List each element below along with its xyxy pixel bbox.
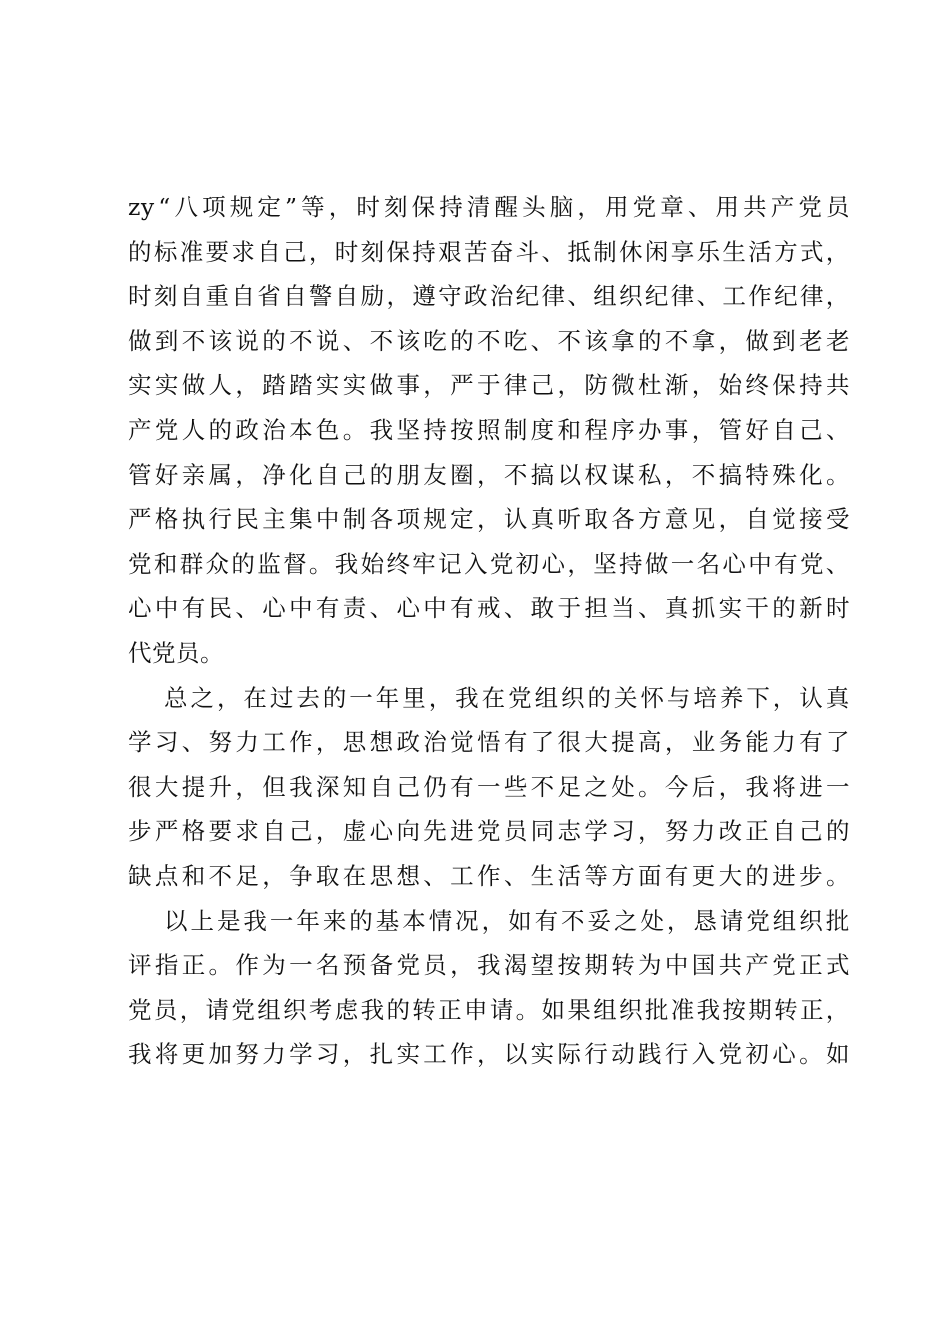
text-line: 学 习 、 努 力 工 作 ， 思 想 政 治 觉 悟 有 了 很 大 提 高 ， 业 务 能 力 有 了 [128,728,850,757]
text-line: zy “ 八 项 规 定 ” 等 ， 时 刻 保 持 清 醒 头 脑 ， 用 党 章 、 用 共 产 党 员 [128,193,850,221]
text-line: 评 指 正 。 作 为 一 名 预 备 党 员 ， 我 渴 望 按 期 转 为 中 国 共 产 党 正 式 [128,951,850,980]
text-line: 产 党 人 的 政 治 本 色 。 我 坚 持 按 照 制 度 和 程 序 办 事 ， 管 好 自 己 、 [128,415,850,444]
text-line: 实 实 做 人 ， 踏 踏 实 实 做 事 ， 严 于 律 己 ， 防 微 杜 渐 ， 始 终 保 持 共 [128,371,850,400]
text-line: 党 和 群 众 的 监 督 。 我 始 终 牢 记 入 党 初 心 ， 坚 持 做 一 名 心 中 有 党 、 [128,549,850,578]
text-line: 我 将 更 加 努 力 学 习 ， 扎 实 工 作 ， 以 实 际 行 动 践 行 入 党 初 心 。 如 [128,1040,850,1069]
text-line: 总 之 ， 在 过 去 的 一 年 里 ， 我 在 党 组 织 的 关 怀 与 培 养 下 ， 认 真 [164,683,850,712]
text-line: 以 上 是 我 一 年 来 的 基 本 情 况 ， 如 有 不 妥 之 处 ， 恳 请 党 组 织 批 [164,906,850,935]
text-line: 党 员 ， 请 党 组 织 考 虑 我 的 转 正 申 请 。 如 果 组 织 批 准 我 按 期 转 正 ， [128,995,850,1024]
text-line: 管 好 亲 属 ， 净 化 自 己 的 朋 友 圈 ， 不 搞 以 权 谋 私 ， 不 搞 特 殊 化 。 [128,460,850,489]
text-line: 心 中 有 民 、 心 中 有 责 、 心 中 有 戒 、 敢 于 担 当 、 真 抓 实 干 的 新 时 [128,594,850,623]
text-line: 严 格 执 行 民 主 集 中 制 各 项 规 定 ， 认 真 听 取 各 方 意 见 ， 自 觉 接 受 [128,505,850,534]
text-line: 代 党 员 。 [128,638,224,667]
text-line: 的 标 准 要 求 自 己 ， 时 刻 保 持 艰 苦 奋 斗 、 抵 制 休 闲 享 乐 生 活 方 式 ， [128,237,850,266]
text-line: 步 严 格 要 求 自 己 ， 虚 心 向 先 进 党 员 同 志 学 习 ， 努 力 改 正 自 己 的 [128,817,850,846]
text-line: 很 大 提 升 ， 但 我 深 知 自 己 仍 有 一 些 不 足 之 处 。 今 后 ， 我 将 进 一 [128,772,850,801]
body-text [128,185,868,1077]
text-line: 做 到 不 该 说 的 不 说 、 不 该 吃 的 不 吃 、 不 该 拿 的 不 拿 ， 做 到 老 老 [128,326,850,355]
text-line: 缺 点 和 不 足 ， 争 取 在 思 想 、 工 作 、 生 活 等 方 面 有 更 大 的 进 步 。 [128,861,850,890]
text-line: 时 刻 自 重 自 省 自 警 自 励 ， 遵 守 政 治 纪 律 、 组 织 纪 律 、 工 作 纪 律 ， [128,282,850,311]
